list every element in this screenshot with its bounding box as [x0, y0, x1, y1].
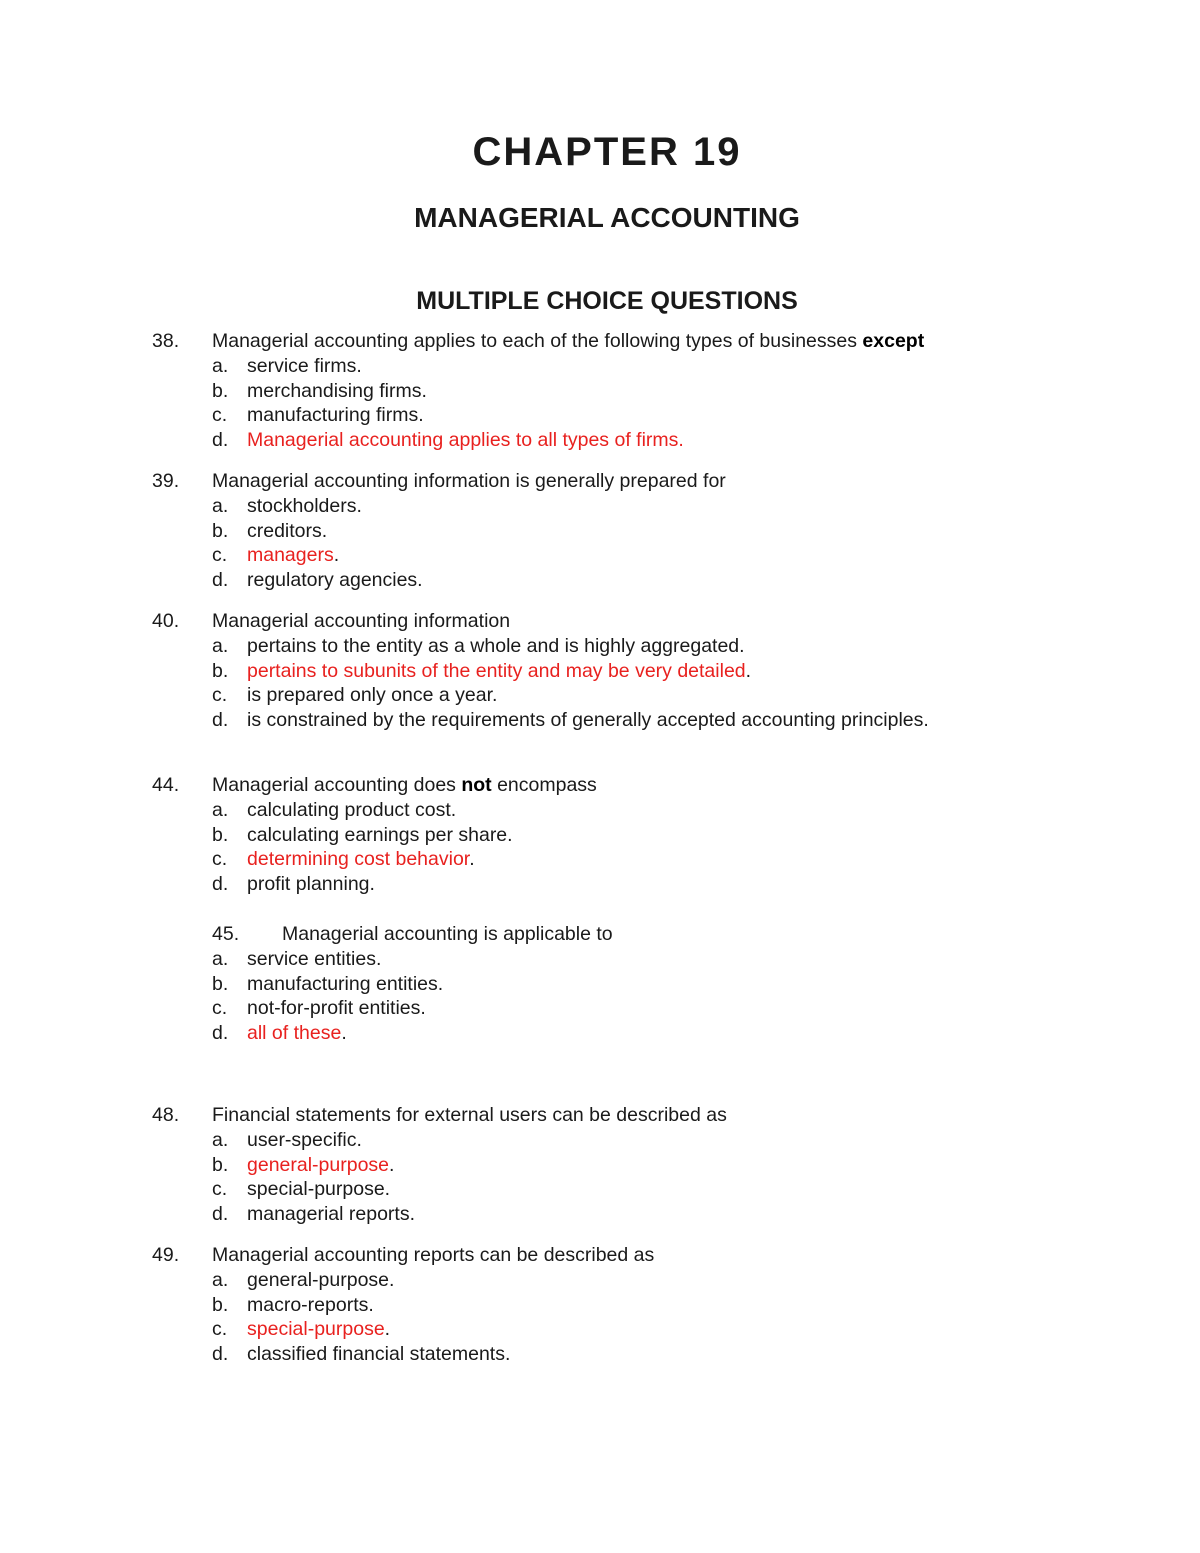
- question-stem: Managerial accounting reports can be described as: [212, 1244, 655, 1266]
- option-c: c. special-purpose.: [212, 1178, 391, 1201]
- question-39: [150, 469, 1150, 593]
- correct-answer: pertains to subunits of the entity and may be very detailed: [247, 659, 746, 682]
- option-c: c. not-for-profit entities.: [212, 997, 426, 1020]
- option-a: a. general-purpose.: [212, 1268, 395, 1291]
- option-c: c. manufacturing firms.: [212, 404, 424, 427]
- option-d: d. is constrained by the requirements of generally accepted accounting principles.: [212, 709, 929, 732]
- question-44: [150, 773, 1150, 897]
- option-a: a. calculating product cost.: [212, 798, 457, 821]
- option-d: d. profit planning.: [212, 873, 375, 896]
- question-38: [150, 329, 1150, 453]
- chapter-title: CHAPTER 19: [472, 130, 742, 174]
- question-stem: Managerial accounting information: [212, 610, 511, 632]
- option-c-correct: c. special-purpose.: [212, 1318, 391, 1341]
- option-b-correct: b. pertains to subunits of the entity and may be very detailed.: [212, 659, 752, 682]
- option-a: a. stockholders.: [212, 494, 362, 517]
- question-number: 38.: [152, 330, 180, 352]
- option-b: b. manufacturing entities.: [212, 972, 444, 995]
- emphasis-word: except: [862, 330, 925, 352]
- question-number: 48.: [152, 1104, 180, 1126]
- correct-answer: all of these: [247, 1022, 342, 1045]
- option-b-correct: b. general-purpose.: [212, 1153, 395, 1176]
- question-stem: Managerial accounting applies to each of the following types of businesses except: [212, 330, 925, 352]
- option-a: a. service entities.: [212, 947, 382, 970]
- question-48: [150, 1103, 1150, 1227]
- option-d-correct: d. all of these.: [212, 1022, 347, 1045]
- question-49: [150, 1243, 1150, 1367]
- question-stem: Financial statements for external users can be described as: [212, 1104, 727, 1126]
- correct-answer: determining cost behavior: [247, 848, 470, 871]
- option-a: a. pertains to the entity as a whole and is highly aggregated.: [212, 634, 745, 657]
- chapter-subject: MANAGERIAL ACCOUNTING: [414, 202, 800, 233]
- option-a: a. user-specific.: [212, 1128, 362, 1151]
- option-b: b. macro-reports.: [212, 1293, 374, 1316]
- correct-answer: general-purpose: [247, 1153, 390, 1176]
- option-d-correct: d. Managerial accounting applies to all types of firms.: [212, 429, 684, 452]
- emphasis-word: not: [461, 774, 492, 796]
- option-c-correct: c. managers.: [212, 544, 340, 567]
- option-d: d. managerial reports.: [212, 1203, 415, 1226]
- question-45: [150, 922, 1150, 1046]
- question-number: 45.: [212, 923, 240, 945]
- question-stem: Managerial accounting does not encompass: [212, 774, 597, 796]
- correct-answer: managers: [247, 544, 334, 567]
- question-stem: Managerial accounting is applicable to: [282, 923, 613, 945]
- question-number: 39.: [152, 470, 180, 492]
- question-number: 49.: [152, 1244, 180, 1266]
- option-b: b. creditors.: [212, 519, 328, 542]
- question-number: 44.: [152, 774, 180, 796]
- option-c-correct: c. determining cost behavior.: [212, 848, 475, 871]
- option-d: d. classified financial statements.: [212, 1343, 511, 1366]
- option-a: a. service firms.: [212, 354, 362, 377]
- option-c: c. is prepared only once a year.: [212, 684, 498, 707]
- correct-answer: Managerial accounting applies to all types of firms.: [247, 429, 684, 452]
- option-b: b. merchandising firms.: [212, 379, 427, 402]
- question-stem: Managerial accounting information is generally prepared for: [212, 470, 726, 492]
- option-b: b. calculating earnings per share.: [212, 823, 513, 846]
- question-40: [150, 609, 1150, 733]
- correct-answer: special-purpose: [247, 1318, 385, 1341]
- option-d: d. regulatory agencies.: [212, 569, 423, 592]
- question-number: 40.: [152, 610, 180, 632]
- section-heading: MULTIPLE CHOICE QUESTIONS: [416, 287, 798, 315]
